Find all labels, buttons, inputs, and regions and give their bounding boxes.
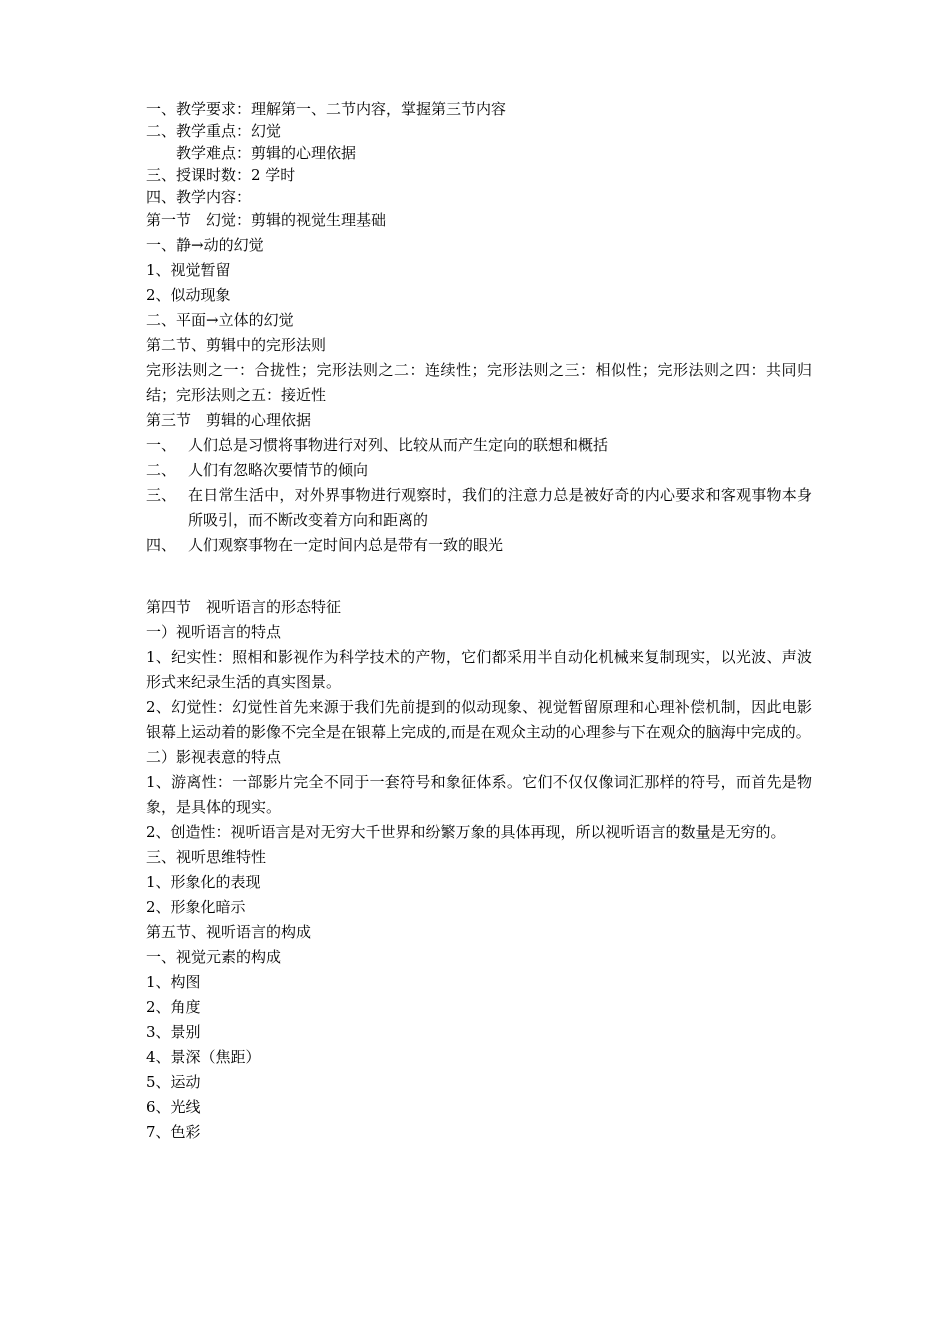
blank-gap xyxy=(146,558,812,595)
section-1-line: 2、似动现象 xyxy=(146,286,231,304)
section-3-item xyxy=(146,458,812,483)
section-4-paragraph: 2、幻觉性：幻觉性首先来源于我们先前提到的似动现象、视觉暂留原理和心理补偿机制，因此电影银幕上运动着的影像不完全是在银幕上完成的,而是在观众主动的心理参与下在观众的脑海中完成的。 xyxy=(146,698,812,741)
section-1-line: 一、静→动的幻觉 xyxy=(146,236,264,254)
section-5-subheading: 一、视觉元素的构成 xyxy=(146,948,282,966)
section-4-subheading: 三、视听思维特性 xyxy=(146,848,267,866)
section-3-title: 第三节 剪辑的心理依据 xyxy=(146,411,312,429)
section-5-item: 6、光线 xyxy=(146,1098,201,1116)
section-4-title: 第四节 视听语言的形态特征 xyxy=(146,598,342,616)
section-5-item: 1、构图 xyxy=(146,973,201,991)
section-1-line: 二、平面→立体的幻觉 xyxy=(146,311,294,329)
section-5-title: 第五节、视听语言的构成 xyxy=(146,923,312,941)
item-number: 二、 xyxy=(146,461,177,479)
section-1-title: 第一节 幻觉：剪辑的视觉生理基础 xyxy=(146,211,387,229)
section-3-item xyxy=(146,433,812,458)
teaching-hours: 三、授课时数：2 学时 xyxy=(146,166,296,184)
item-text: 在日常生活中，对外界事物进行观察时，我们的注意力总是被好奇的内心要求和客观事物本身所吸引，而不断改变着方向和距离的 xyxy=(188,486,812,529)
teaching-content-heading: 四、教学内容： xyxy=(146,188,252,206)
item-text: 人们有忽略次要情节的倾向 xyxy=(188,461,369,479)
item-number: 一、 xyxy=(146,436,177,454)
document-page xyxy=(146,98,812,1145)
section-4-line: 1、形象化的表现 xyxy=(146,873,261,891)
item-number: 三、 xyxy=(146,486,177,504)
item-text: 人们观察事物在一定时间内总是带有一致的眼光 xyxy=(188,536,504,554)
item-text: 人们总是习惯将事物进行对列、比较从而产生定向的联想和概括 xyxy=(188,436,609,454)
item-number: 四、 xyxy=(146,536,177,554)
section-5-item: 4、景深（焦距） xyxy=(146,1048,261,1066)
section-4-subheading: 二）影视表意的特点 xyxy=(146,748,282,766)
section-5-item: 3、景别 xyxy=(146,1023,201,1041)
section-4-line: 2、形象化暗示 xyxy=(146,898,246,916)
section-4-paragraph: 2、创造性：视听语言是对无穷大千世界和纷繁万象的具体再现，所以视听语言的数量是无穷的。 xyxy=(146,823,786,841)
section-2-body: 完形法则之一：合拢性；完形法则之二：连续性；完形法则之三：相似性；完形法则之四：共同归结；完形法则之五：接近性 xyxy=(146,361,812,404)
teaching-key-point: 二、教学重点：幻觉 xyxy=(146,122,282,140)
section-4-paragraph: 1、游离性：一部影片完全不同于一套符号和象征体系。它们不仅仅像词汇那样的符号，而首先是物象，是具体的现实。 xyxy=(146,773,812,816)
section-1-line: 1、视觉暂留 xyxy=(146,261,231,279)
section-3-item xyxy=(146,533,812,558)
section-3-item xyxy=(146,483,812,533)
section-5-item: 2、角度 xyxy=(146,998,201,1016)
section-5-item: 7、色彩 xyxy=(146,1123,201,1141)
section-4-subheading: 一）视听语言的特点 xyxy=(146,623,282,641)
teaching-requirement: 一、教学要求：理解第一、二节内容，掌握第三节内容 xyxy=(146,100,507,118)
section-4-paragraph: 1、纪实性：照相和影视作为科学技术的产物，它们都采用半自动化机械来复制现实，以光波、声波形式来纪录生活的真实图景。 xyxy=(146,648,812,691)
section-5-item: 5、运动 xyxy=(146,1073,201,1091)
section-2-title: 第二节、剪辑中的完形法则 xyxy=(146,336,327,354)
teaching-difficulty: 教学难点：剪辑的心理依据 xyxy=(176,144,357,162)
